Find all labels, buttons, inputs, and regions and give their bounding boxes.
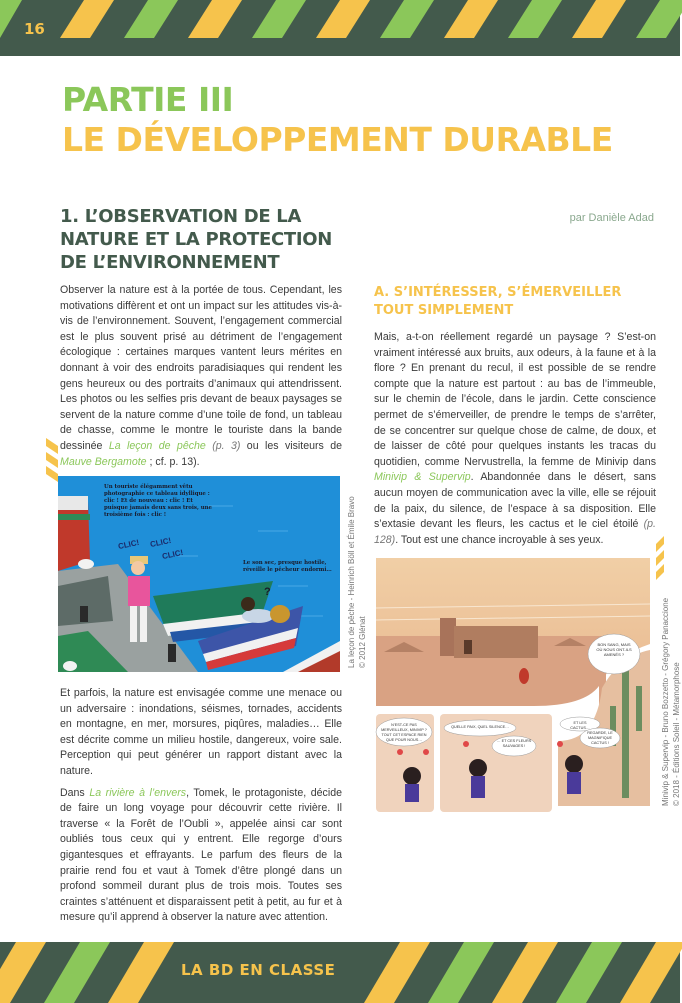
stripe [444, 0, 498, 38]
text: Mais, a-t-on réellement regardé un paysage ? S’est-on vraiment intéressé aux bruits, aux odeurs, à la faune et à la flore ? En prenant du recul, il est possible de se rendre compte que la nature est partout : au bas de l’immeuble, sur le chemin de l’école, dans le jardin. Cette conscience permet de s’émerveiller, de prendre le temps de s’arrêter, de se concentrer sur quelque chose de calme, de doux, et de laisser de côté pour quelques instants les tracas du quotidien, comme Nervustrella, la femme de Minivip dans [374, 331, 656, 468]
stripe [636, 0, 682, 38]
stripe [44, 942, 110, 1003]
stripe [252, 0, 306, 38]
left-column-continued [60, 686, 342, 932]
speech-caption-fisherman: Le son sec, presque hostile, réveille le pêcheur endormi… [243, 560, 332, 573]
subsection-title: A. S’INTÉRESSER, S’ÉMERVEILLER TOUT SIMPLEMENT [374, 285, 622, 318]
page-number: 16 [24, 20, 45, 38]
comic-illustration [374, 556, 652, 816]
stripe [492, 942, 558, 1003]
header-band [0, 0, 680, 56]
stripe [380, 0, 434, 38]
credit-line: © 2012 Glénat [358, 616, 367, 668]
page-reference: (p. 128) [374, 518, 656, 546]
text: ou les visiteurs de [240, 439, 342, 452]
credit-line: Minivip & Supervip - Bruno Bozzetto - Grégory Panaccione [661, 597, 670, 806]
stripe [0, 942, 46, 1003]
figure1-credit [346, 496, 368, 668]
book-reference-link[interactable]: La leçon de pêche [108, 439, 206, 452]
left-column-intro [60, 283, 342, 476]
speech-bubble: ET LES CACTUS… [570, 721, 590, 730]
stripe [316, 0, 370, 38]
sound-effect: CLIC! [117, 537, 141, 552]
paragraph [374, 330, 656, 548]
speech-bubble: BON SANG, MAIS OÙ NOUS ONT-ILS AMENÉS ? [596, 642, 632, 657]
text: Observer la nature est à la portée de tous. Cependant, les motivations diffèrent et ont un impact sur les attitudes vis-à-vis de l’environnement. Souvent, l’engagement commercial est le plus souvent prisé au détriment de l’engagement écologique : certaines marques vantent leurs mérites en donnant à voir des endroits paradisiaques qui rendent les gens heureux ou des portraits d’animaux qui attendrissent. Les photos ou les selfies pris devant de beaux paysages se servent de la nature comme d’une toile de fond, un tableau de chasse, comme le montre le touriste dans la bande dessinée [60, 284, 342, 452]
paragraph: Et parfois, la nature est envisagée comme une menace ou un adversaire : inondations, séismes, tornades, accidents en montagne, en mer, morsures, piqûres, maladies… Elle est décrite comme un milieu hostile, dangereux, voire sale. Perception qui peut générer un rapport distant avec la nature. [60, 687, 342, 777]
stripe [124, 0, 178, 38]
question-mark: ? [264, 586, 271, 598]
stripe [556, 942, 622, 1003]
speech-bubble: N’EST-CE PAS MERVEILLEUX, MINIVIP ? TOUT CET ESPACE RIEN QUE POUR NOUS… [381, 723, 427, 742]
stripe [572, 0, 626, 38]
stripe [508, 0, 562, 38]
footer-label: LA BD EN CLASSE [175, 961, 341, 979]
credit-line: La leçon de pêche - Heinrich Böll et Émile Bravo [347, 496, 356, 668]
figure2-credit [660, 598, 682, 806]
stripe [0, 0, 22, 38]
part-title [62, 80, 613, 160]
sound-effect: CLIC! [149, 535, 173, 550]
part-name: LE DÉVELOPPEMENT DURABLE [62, 120, 613, 159]
stripe [188, 0, 242, 38]
text: ; cf. p. 13). [146, 455, 200, 468]
page-reference: (p. 3) [205, 439, 241, 452]
comic-image-fishing-lesson [58, 476, 340, 672]
credit-line: © 2018 - Éditions Soleil - Métamorphose [672, 662, 681, 806]
stripe [108, 942, 174, 1003]
comic-image-minivip [374, 556, 652, 816]
text: Dans [60, 786, 90, 799]
stripe [428, 942, 494, 1003]
text: , Tomek, le protagoniste, décide de faire un long voyage pour découvrir cette rivière. Il traverse « la Forêt de l’Oubli », appelée ainsi car sont oubliés tous ceux qui y entrent. Elle regorge d’ours gigantesques et effrayants. Le parfum des fleurs de la prairie rend fou et vaut à Tomek d’être plongé dans un profond sommeil durant plus de trois mois. Toutes ses craintes s’atténuent et disparaissent petit à petit, au fur et à mesure qu’il apprend à observer la nature avec attention. [60, 786, 342, 924]
book-reference-link[interactable]: Minivip & Supervip [374, 471, 471, 484]
stripe [60, 0, 114, 38]
paragraph [60, 283, 342, 470]
book-reference-link[interactable]: La rivière à l’envers [89, 786, 187, 799]
text: . Tout est une chance incroyable à ses yeux. [395, 533, 604, 546]
book-reference-link[interactable]: Mauve Bergamote [60, 455, 147, 468]
text: . Abandonnée dans le désert, sans aucun moyen de communication avec la ville, elle se réjouit de la paix, du silence, de l’espace à sa disposition. Elle s’extasie devant les fleurs, les cactus et le ciel étoilé [374, 471, 656, 531]
section-title: 1. L’OBSERVATION DE LA NATURE ET LA PROTECTION DE L’ENVIRONNEMENT [60, 206, 333, 273]
footer-band [0, 942, 680, 1003]
stripe [364, 942, 430, 1003]
right-column-text [374, 330, 656, 554]
paragraph [60, 786, 342, 926]
speech-caption-tourist: Un touriste élégamment vêtu photographie ce tableau idyllique : clic ! Et de nouveau : clic ! Et puisque jamais deux sans trois, une troisième fois : clic ! [104, 484, 212, 518]
stripe [620, 942, 682, 1003]
author: par Danièle Adad [569, 212, 654, 224]
speech-bubble: QUELLE PAIX, QUEL SILENCE… [451, 725, 509, 729]
part-number: PARTIE III [62, 80, 234, 119]
sound-effect: CLIC! [161, 547, 185, 562]
speech-bubble: … ET CES FLEURS SAUVAGES ! [496, 739, 532, 748]
speech-bubble: REGARDE, LE MAGNIFIQUE CACTUS ! [587, 731, 613, 745]
stripes-decoration [0, 0, 680, 56]
